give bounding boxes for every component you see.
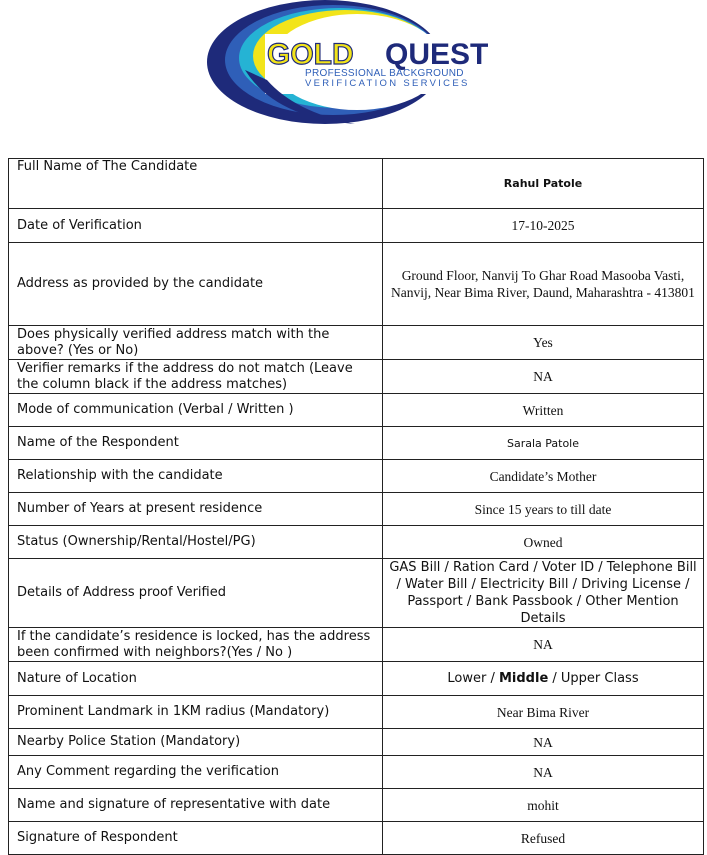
row-label: Date of Verification <box>9 209 383 243</box>
table-row <box>9 159 704 209</box>
row-value: Refused <box>383 822 704 855</box>
row-value: NA <box>383 628 704 662</box>
location-option-upper: / Upper Class <box>548 671 639 686</box>
table-row <box>9 360 704 394</box>
table-row <box>9 662 704 696</box>
row-label: Status (Ownership/Rental/Hostel/PG) <box>9 526 383 559</box>
table-row <box>9 559 704 628</box>
row-value: 17-10-2025 <box>383 209 704 243</box>
row-label: Nearby Police Station (Mandatory) <box>9 729 383 756</box>
row-label: Prominent Landmark in 1KM radius (Mandatory) <box>9 696 383 729</box>
row-value: Yes <box>383 326 704 360</box>
goldquest-logo <box>205 0 510 128</box>
brand-name-quest: QUEST <box>385 38 489 71</box>
row-label: Signature of Respondent <box>9 822 383 855</box>
row-value: Candidate’s Mother <box>383 460 704 493</box>
table-row <box>9 243 704 326</box>
location-option-selected: Middle <box>498 671 549 686</box>
verification-table <box>8 158 704 855</box>
row-label: Details of Address proof Verified <box>9 559 383 628</box>
row-value: mohit <box>383 789 704 822</box>
row-label: Full Name of The Candidate <box>9 159 383 209</box>
row-value: Written <box>383 394 704 427</box>
table-row <box>9 460 704 493</box>
row-value: Rahul Patole <box>383 159 704 209</box>
table-row <box>9 729 704 756</box>
location-option-lower: Lower / <box>447 671 499 686</box>
row-value: Since 15 years to till date <box>383 493 704 526</box>
row-label: Name of the Respondent <box>9 427 383 460</box>
row-value: NA <box>383 360 704 394</box>
row-label: Verifier remarks if the address do not match (Leave the column black if the address matches) <box>9 360 383 394</box>
table-row <box>9 427 704 460</box>
table-row <box>9 493 704 526</box>
table-row <box>9 696 704 729</box>
brand-tagline-1: PROFESSIONAL BACKGROUND <box>305 68 464 79</box>
row-label: Any Comment regarding the verification <box>9 756 383 789</box>
table-row <box>9 789 704 822</box>
row-value: GAS Bill / Ration Card / Voter ID / Telephone Bill / Water Bill / Electricity Bill / Driving License / Passport / Bank Passbook / Other Mention Details <box>383 559 704 628</box>
row-value <box>383 662 704 696</box>
row-value: Near Bima River <box>383 696 704 729</box>
row-label: Name and signature of representative with date <box>9 789 383 822</box>
table-row <box>9 326 704 360</box>
row-label: Does physically verified address match with the above? (Yes or No) <box>9 326 383 360</box>
table-row <box>9 394 704 427</box>
row-label: Nature of Location <box>9 662 383 696</box>
row-value: Owned <box>383 526 704 559</box>
row-label: Mode of communication (Verbal / Written ) <box>9 394 383 427</box>
brand-name-gold: GOLD <box>267 38 354 71</box>
row-label: If the candidate’s residence is locked, has the address been confirmed with neighbors?(Yes / No ) <box>9 628 383 662</box>
row-value: Sarala Patole <box>383 427 704 460</box>
table-row <box>9 628 704 662</box>
row-label: Address as provided by the candidate <box>9 243 383 326</box>
row-label: Number of Years at present residence <box>9 493 383 526</box>
table-row <box>9 526 704 559</box>
row-value: Ground Floor, Nanvij To Ghar Road Masooba Vasti, Nanvij, Near Bima River, Daund, Maharashtra - 413801 <box>383 243 704 326</box>
row-value: NA <box>383 756 704 789</box>
row-label: Relationship with the candidate <box>9 460 383 493</box>
table-row <box>9 822 704 855</box>
row-value: NA <box>383 729 704 756</box>
table-row <box>9 756 704 789</box>
brand-tagline-2: VERIFICATION SERVICES <box>305 78 470 89</box>
table-row <box>9 209 704 243</box>
